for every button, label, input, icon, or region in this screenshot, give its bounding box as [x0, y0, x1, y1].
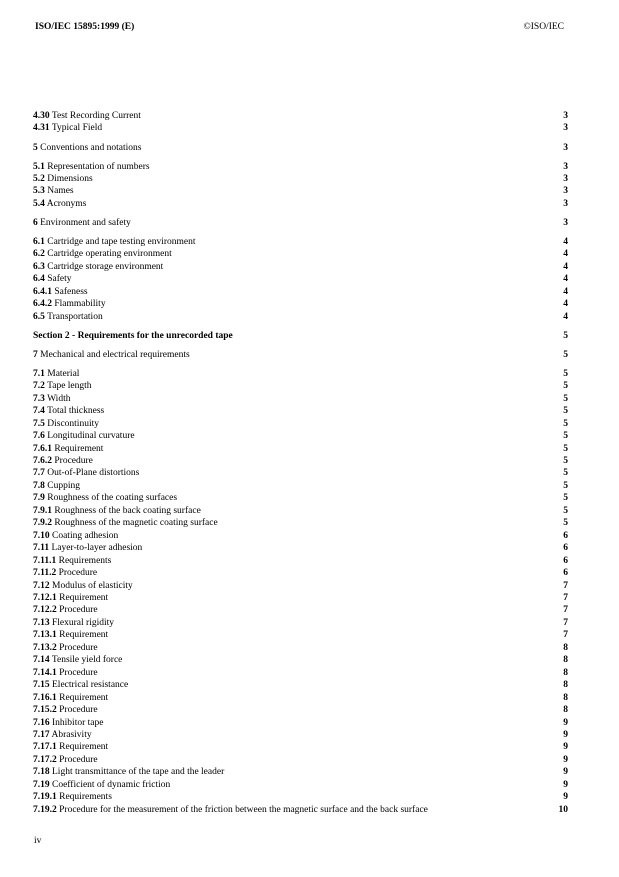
toc-entry-label [33, 717, 103, 729]
toc-entry-number: 7.11.2 [33, 568, 57, 579]
toc-entry-number: 7.6.2 [33, 456, 52, 467]
toc-entry-label [33, 430, 135, 442]
toc-entry-title: Discontinuity [47, 418, 99, 429]
toc-entry-title: Cupping [47, 480, 80, 491]
toc-entry[interactable] [33, 405, 568, 417]
toc-entry-page: 5 [563, 349, 568, 360]
toc-entry-number: 7.2 [33, 381, 45, 392]
toc-entry-page: 7 [563, 593, 568, 604]
toc-entry-title: Safeness [54, 286, 88, 297]
toc-entry-title: Flexural rigidity [52, 617, 115, 628]
toc-entry-label [33, 273, 72, 285]
toc-entry[interactable] [33, 592, 568, 604]
toc-entry-label [33, 311, 103, 323]
toc-entry-title: Tensile yield force [51, 655, 123, 666]
toc-entry-page: 10 [558, 804, 568, 815]
toc-entry-page: 8 [563, 655, 568, 666]
toc-entry[interactable] [33, 542, 568, 554]
toc-entry-page: 4 [563, 261, 568, 272]
toc-entry[interactable] [33, 273, 568, 285]
toc-entry-page: 3 [563, 142, 568, 153]
toc-entry-number: 7.19 [33, 779, 50, 790]
toc-entry-title: Roughness of the back coating surface [54, 505, 201, 516]
toc-entry-label [33, 629, 108, 641]
toc-entry-page: 6 [563, 568, 568, 579]
toc-entry-label [33, 349, 190, 361]
toc-entry[interactable] [33, 330, 568, 342]
toc-entry[interactable] [33, 380, 568, 392]
document-id: ISO/IEC 15895:1999 (E) [35, 22, 135, 32]
toc-entry-number: 7 [33, 349, 38, 360]
toc-entry[interactable] [33, 480, 568, 492]
toc-entry-page: 8 [563, 692, 568, 703]
toc-entry-title: Roughness of the magnetic coating surface [54, 518, 218, 529]
toc-entry-label [33, 617, 114, 629]
toc-entry-number: 7.18 [33, 767, 50, 778]
toc-entry-page: 5 [563, 330, 568, 341]
toc-entry-label [33, 330, 233, 342]
toc-entry-page: 7 [563, 605, 568, 616]
toc-entry-label [33, 667, 98, 679]
toc-entry-page: 5 [563, 418, 568, 429]
toc-entry-label [33, 248, 172, 260]
toc-entry-title: Coating adhesion [52, 530, 119, 541]
toc-entry-page: 4 [563, 299, 568, 310]
toc-entry-title: Out-of-Plane distortions [47, 468, 140, 479]
toc-entry-page: 5 [563, 406, 568, 417]
toc-entry-label [33, 592, 108, 604]
toc-entry-title: Requirement [59, 742, 109, 753]
toc-entry-title: Abrasivity [51, 730, 92, 740]
toc-entry-label [33, 580, 133, 592]
toc-entry-number: 7.9.2 [33, 518, 52, 529]
toc-entry-title: Dimensions [47, 174, 93, 184]
toc-entry[interactable] [33, 704, 568, 716]
toc-entry-page: 9 [563, 767, 568, 778]
toc-entry-number: 7.15 [33, 680, 50, 691]
toc-entry-title: Cartridge and tape testing environment [47, 237, 196, 247]
toc-entry-number: 7.11 [33, 543, 50, 554]
toc-entry[interactable] [33, 766, 568, 778]
toc-entry-label [33, 804, 428, 816]
copyright-label: ©ISO/IEC [523, 22, 564, 32]
toc-entry-label [33, 741, 108, 753]
toc-entry-label [33, 779, 170, 791]
toc-entry[interactable] [33, 122, 568, 134]
toc-entry-page: 6 [563, 543, 568, 554]
toc-entry-number: 6.4.2 [33, 299, 52, 310]
toc-entry-number: 7.17 [33, 730, 50, 740]
toc-entry-number: 5.4 [33, 198, 45, 209]
toc-entry[interactable] [33, 741, 568, 753]
toc-entry-number: 7.12 [33, 580, 50, 591]
toc-entry-page: 4 [563, 249, 568, 260]
toc-entry-number: 5.2 [33, 174, 45, 184]
toc-entry-title: Procedure for the measurement of the friction between the magnetic surface and the back surface [59, 804, 428, 815]
toc-entry-label [33, 604, 98, 616]
toc-entry-label [33, 161, 150, 173]
toc-entry-number: 5.3 [33, 186, 45, 197]
toc-entry-number: 7.12.2 [33, 605, 57, 616]
toc-entry-label [33, 505, 201, 517]
toc-entry[interactable] [33, 142, 568, 154]
toc-entry[interactable] [33, 198, 568, 210]
toc-entry-title: Light transmittance of the tape and the leader [52, 767, 225, 778]
toc-entry[interactable] [33, 729, 568, 741]
toc-entry[interactable] [33, 667, 568, 679]
toc-entry-label [33, 185, 74, 197]
toc-entry-number: 7.17.2 [33, 754, 57, 765]
toc-entry-title: Cartridge storage environment [47, 261, 164, 272]
toc-entry-number: 7.9.1 [33, 505, 52, 516]
toc-entry-number: 7.9 [33, 493, 45, 504]
toc-entry-label [33, 142, 141, 154]
toc-entry[interactable] [33, 455, 568, 467]
toc-entry-title: Typical Field [51, 123, 103, 134]
toc-entry-title: Material [47, 368, 80, 379]
toc-entry[interactable] [33, 517, 568, 529]
toc-entry-number: 7.6.1 [33, 443, 52, 454]
toc-entry[interactable] [33, 629, 568, 641]
toc-entry[interactable] [33, 443, 568, 455]
toc-entry-title: Acronyms [46, 198, 87, 209]
toc-entry-page: 3 [563, 186, 568, 197]
toc-entry-label [33, 261, 163, 273]
toc-entry-label [33, 692, 108, 704]
toc-entry[interactable] [33, 754, 568, 766]
toc-entry-label [33, 791, 112, 803]
toc-entry-label [33, 555, 111, 567]
toc-entry-page: 8 [563, 705, 568, 716]
toc-entry[interactable] [33, 248, 568, 260]
toc-entry-title: Representation of numbers [47, 161, 150, 172]
toc-entry-number: 7.16 [33, 717, 50, 728]
toc-entry-number: 6.4 [33, 274, 45, 285]
toc-entry-label [33, 704, 98, 716]
toc-entry-label [33, 455, 93, 467]
toc-entry-number: 7.6 [33, 431, 45, 442]
toc-entry-number: 6.5 [33, 311, 45, 322]
toc-entry-label [33, 467, 139, 479]
toc-entry-number: 7.1 [33, 368, 45, 379]
toc-entry-page: 6 [563, 530, 568, 541]
table-of-contents [33, 110, 568, 816]
toc-entry[interactable] [33, 110, 568, 122]
toc-entry-title: Electrical resistance [52, 680, 129, 691]
toc-entry-page: 9 [563, 730, 568, 740]
toc-entry[interactable] [33, 173, 568, 185]
toc-entry-page: 5 [563, 480, 568, 491]
toc-entry[interactable] [33, 717, 568, 729]
toc-entry[interactable] [33, 349, 568, 361]
toc-entry-label [33, 567, 97, 579]
toc-entry-title: Requirement [59, 692, 109, 703]
toc-entry-title: Tape length [47, 381, 92, 392]
toc-entry-number: 5 [33, 142, 38, 153]
toc-entry-title: Names [47, 186, 74, 197]
toc-entry-number: 7.4 [33, 406, 45, 417]
toc-entry-number: 7.3 [33, 393, 45, 404]
toc-entry-number: 7.13.1 [33, 630, 57, 641]
toc-entry[interactable] [33, 161, 568, 173]
toc-entry-title: Conventions and notations [40, 142, 142, 153]
toc-entry[interactable] [33, 430, 568, 442]
toc-entry-page: 8 [563, 642, 568, 653]
toc-entry-number: 5.1 [33, 161, 45, 172]
toc-entry[interactable] [33, 779, 568, 791]
toc-entry-label [33, 492, 177, 504]
toc-entry[interactable] [33, 185, 568, 197]
toc-entry-title: Total thickness [47, 406, 105, 417]
toc-entry-number: 7.17.1 [33, 742, 57, 753]
toc-entry-number: 7.16.1 [33, 692, 57, 703]
toc-entry-number: 6.4.1 [33, 286, 52, 297]
toc-entry-page: 9 [563, 717, 568, 728]
toc-entry-number: 6.3 [33, 261, 45, 272]
toc-entry-page: 9 [563, 754, 568, 765]
toc-entry-label [33, 368, 79, 380]
toc-entry[interactable] [33, 286, 568, 298]
toc-entry-number: 7.19.1 [33, 792, 57, 803]
toc-entry-page: 5 [563, 393, 568, 404]
toc-entry-number: 4.30 [33, 111, 50, 121]
toc-entry-number: 7.19.2 [33, 804, 57, 815]
toc-entry-number: 6 [33, 217, 38, 228]
toc-entry[interactable] [33, 604, 568, 616]
toc-entry-title: Procedure [59, 667, 98, 678]
toc-entry-number: 7.13.2 [33, 642, 57, 653]
toc-entry-number: 7.12.1 [33, 593, 57, 604]
page-number: iv [34, 836, 42, 846]
toc-entry-label [33, 236, 196, 248]
toc-entry-page: 3 [563, 198, 568, 209]
toc-entry-label [33, 298, 106, 310]
toc-entry-label [33, 754, 98, 766]
toc-entry-label [33, 380, 92, 392]
toc-entry-page: 5 [563, 505, 568, 516]
toc-entry-page: 3 [563, 174, 568, 184]
toc-entry-title: Coefficient of dynamic friction [52, 779, 171, 790]
toc-entry-title: Procedure [59, 705, 98, 716]
toc-entry-title: Test Recording Current [51, 111, 141, 121]
toc-entry-title: Requirement [54, 443, 104, 454]
toc-entry[interactable] [33, 555, 568, 567]
toc-entry[interactable] [33, 580, 568, 592]
toc-entry-title: Width [47, 393, 71, 404]
toc-entry-page: 9 [563, 779, 568, 790]
toc-entry-page: 5 [563, 368, 568, 379]
toc-entry-page: 5 [563, 456, 568, 467]
toc-entry-title: Procedure [54, 456, 93, 467]
toc-entry-page: 5 [563, 518, 568, 529]
toc-entry-page: 7 [563, 617, 568, 628]
toc-entry-title: Safety [47, 274, 72, 285]
toc-entry-label [33, 418, 99, 430]
toc-entry-title: Mechanical and electrical requirements [40, 349, 190, 360]
toc-entry-label [33, 286, 88, 298]
toc-entry-label [33, 729, 92, 741]
toc-entry-page: 9 [563, 792, 568, 803]
toc-entry-title: Procedure [58, 568, 98, 579]
toc-entry-title: Requirement [59, 593, 109, 604]
toc-entry-title: Modulus of elasticity [52, 580, 133, 591]
toc-entry-number: 7.11.1 [33, 555, 57, 566]
toc-entry[interactable] [33, 418, 568, 430]
toc-entry-number: 7.13 [33, 617, 50, 628]
toc-entry-title: Inhibitor tape [52, 717, 104, 728]
toc-entry-page: 3 [563, 123, 568, 134]
toc-entry-label [33, 517, 218, 529]
toc-entry-title: Section 2 - Requirements for the unrecorded tape [33, 330, 233, 341]
toc-entry-page: 3 [563, 111, 568, 121]
toc-entry-page: 4 [563, 237, 568, 247]
toc-entry-title: Requirements [59, 792, 112, 803]
toc-entry-number: 7.14.1 [33, 667, 57, 678]
toc-entry-title: Procedure [59, 754, 98, 765]
toc-entry[interactable] [33, 368, 568, 380]
toc-entry-number: 7.10 [33, 530, 50, 541]
toc-entry-page: 9 [563, 742, 568, 753]
toc-entry-label [33, 679, 128, 691]
toc-entry-label [33, 393, 70, 405]
toc-entry[interactable] [33, 217, 568, 229]
toc-entry-title: Transportation [47, 311, 103, 322]
toc-entry-page: 5 [563, 381, 568, 392]
toc-entry-number: 7.5 [33, 418, 45, 429]
toc-entry[interactable] [33, 791, 568, 803]
toc-entry[interactable] [33, 617, 568, 629]
toc-entry-label [33, 654, 122, 666]
toc-entry[interactable] [33, 692, 568, 704]
toc-entry-page: 4 [563, 286, 568, 297]
toc-entry-label [33, 766, 224, 778]
toc-entry[interactable] [33, 393, 568, 405]
toc-entry-title: Requirement [59, 630, 109, 641]
toc-entry-page: 3 [563, 161, 568, 172]
toc-entry-title: Longitudinal curvature [47, 431, 135, 442]
toc-entry[interactable] [33, 505, 568, 517]
toc-entry[interactable] [33, 804, 568, 816]
toc-entry-label [33, 198, 86, 210]
toc-entry[interactable] [33, 492, 568, 504]
toc-entry-page: 8 [563, 680, 568, 691]
toc-entry-number: 4.31 [33, 123, 50, 134]
toc-entry-label [33, 173, 93, 185]
toc-entry-title: Procedure [59, 605, 98, 616]
toc-entry-label [33, 122, 102, 134]
toc-entry-label [33, 217, 131, 229]
toc-entry[interactable] [33, 311, 568, 323]
toc-entry[interactable] [33, 298, 568, 310]
toc-entry[interactable] [33, 261, 568, 273]
toc-entry-page: 7 [563, 630, 568, 641]
toc-entry[interactable] [33, 642, 568, 654]
toc-entry-title: Environment and safety [40, 217, 131, 228]
toc-entry-title: Cartridge operating environment [47, 249, 172, 260]
toc-entry-title: Requirements [58, 555, 112, 566]
toc-entry-page: 4 [563, 311, 568, 322]
toc-entry[interactable] [33, 467, 568, 479]
toc-entry-label [33, 642, 98, 654]
toc-entry-title: Roughness of the coating surfaces [47, 493, 178, 504]
toc-entry-label [33, 405, 104, 417]
toc-entry-page: 6 [563, 555, 568, 566]
toc-entry-page: 5 [563, 468, 568, 479]
toc-entry-label [33, 542, 142, 554]
toc-entry[interactable] [33, 530, 568, 542]
toc-entry-title: Flammability [54, 299, 106, 310]
toc-entry-label [33, 443, 103, 455]
toc-entry-number: 6.1 [33, 237, 45, 247]
toc-entry[interactable] [33, 654, 568, 666]
toc-entry-number: 7.14 [33, 655, 50, 666]
toc-entry-number: 6.2 [33, 249, 45, 260]
toc-entry-page: 7 [563, 580, 568, 591]
toc-entry[interactable] [33, 567, 568, 579]
toc-entry-label [33, 480, 80, 492]
toc-entry-page: 3 [563, 217, 568, 228]
toc-entry-title: Procedure [59, 642, 98, 653]
toc-entry-label [33, 530, 118, 542]
toc-entry-page: 5 [563, 443, 568, 454]
toc-entry-label [33, 110, 141, 122]
toc-entry[interactable] [33, 679, 568, 691]
toc-entry-page: 5 [563, 493, 568, 504]
toc-entry-number: 7.8 [33, 480, 45, 491]
toc-entry[interactable] [33, 236, 568, 248]
toc-entry-number: 7.15.2 [33, 705, 57, 716]
toc-entry-title: Layer-to-layer adhesion [51, 543, 143, 554]
toc-entry-page: 8 [563, 667, 568, 678]
toc-entry-page: 4 [563, 274, 568, 285]
toc-entry-number: 7.7 [33, 468, 45, 479]
toc-entry-page: 5 [563, 431, 568, 442]
